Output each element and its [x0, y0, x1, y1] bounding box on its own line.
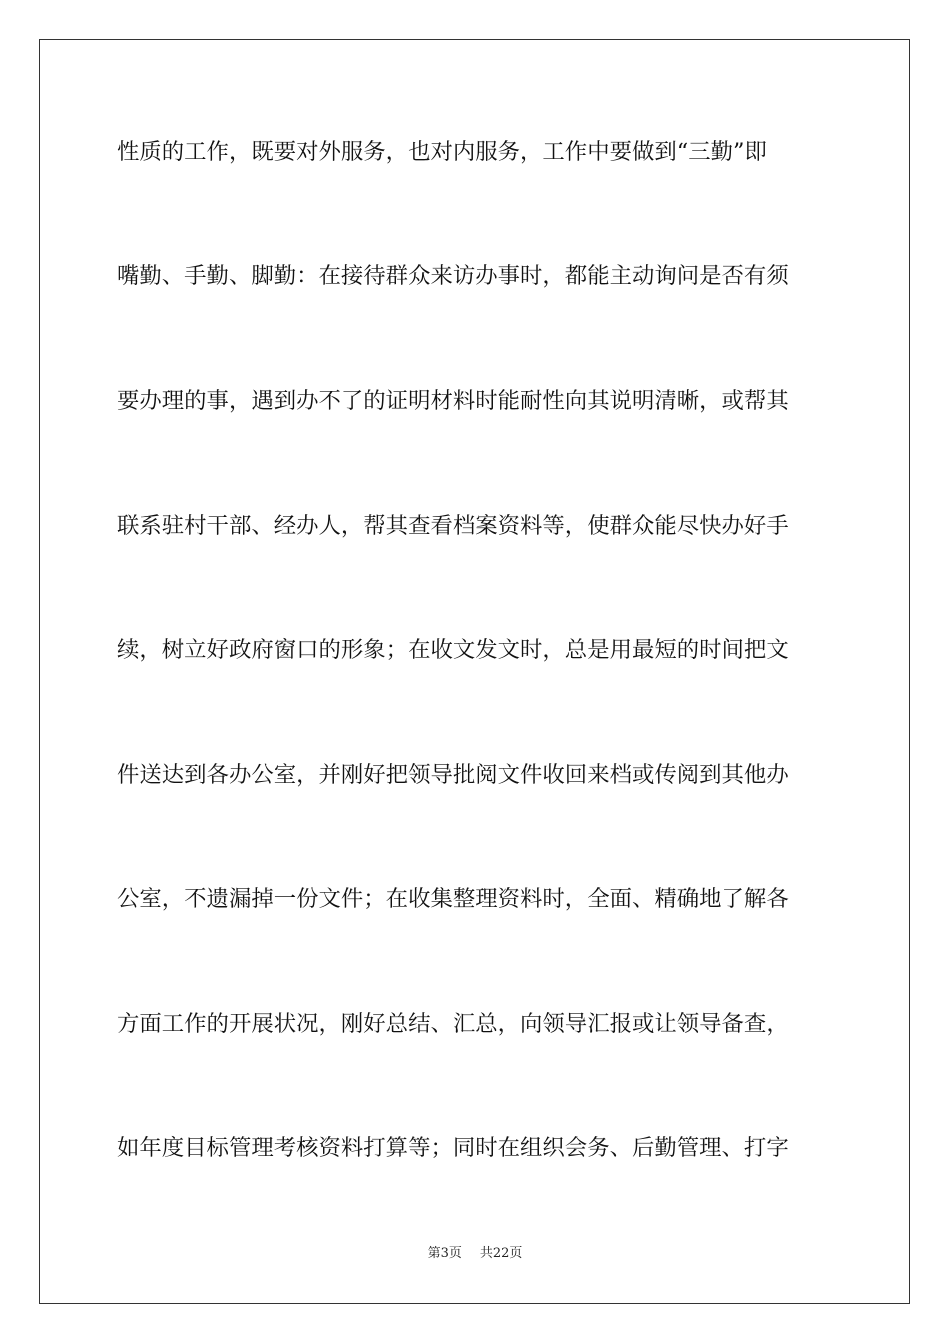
body-text-line: 联系驻村干部、经办人，帮其查看档案资料等，使群众能尽快办好手	[117, 513, 789, 539]
body-text-line: 性质的工作，既要对外服务，也对内服务，工作中要做到“三勤”即	[117, 139, 767, 165]
body-text-line: 如年度目标管理考核资料打算等；同时在组织会务、后勤管理、打字	[117, 1135, 789, 1161]
body-text-line: 公室，不遗漏掉一份文件；在收集整理资料时，全面、精确地了解各	[117, 886, 789, 912]
page-number: 第3页	[427, 1246, 462, 1261]
body-text-line: 件送达到各办公室，并刚好把领导批阅文件收回来档或传阅到其他办	[117, 762, 789, 788]
body-text-line: 嘴勤、手勤、脚勤：在接待群众来访办事时，都能主动询问是否有须	[117, 263, 789, 289]
page-footer	[0, 1244, 950, 1264]
page-total: 共22页	[479, 1246, 523, 1261]
body-text-line: 要办理的事，遇到办不了的证明材料时能耐性向其说明清晰，或帮其	[117, 388, 789, 414]
body-text-line: 方面工作的开展状况，刚好总结、汇总，向领导汇报或让领导备查，	[117, 1011, 789, 1037]
body-text-line: 续，树立好政府窗口的形象；在收文发文时，总是用最短的时间把文	[117, 637, 789, 663]
page-border	[39, 39, 910, 1304]
